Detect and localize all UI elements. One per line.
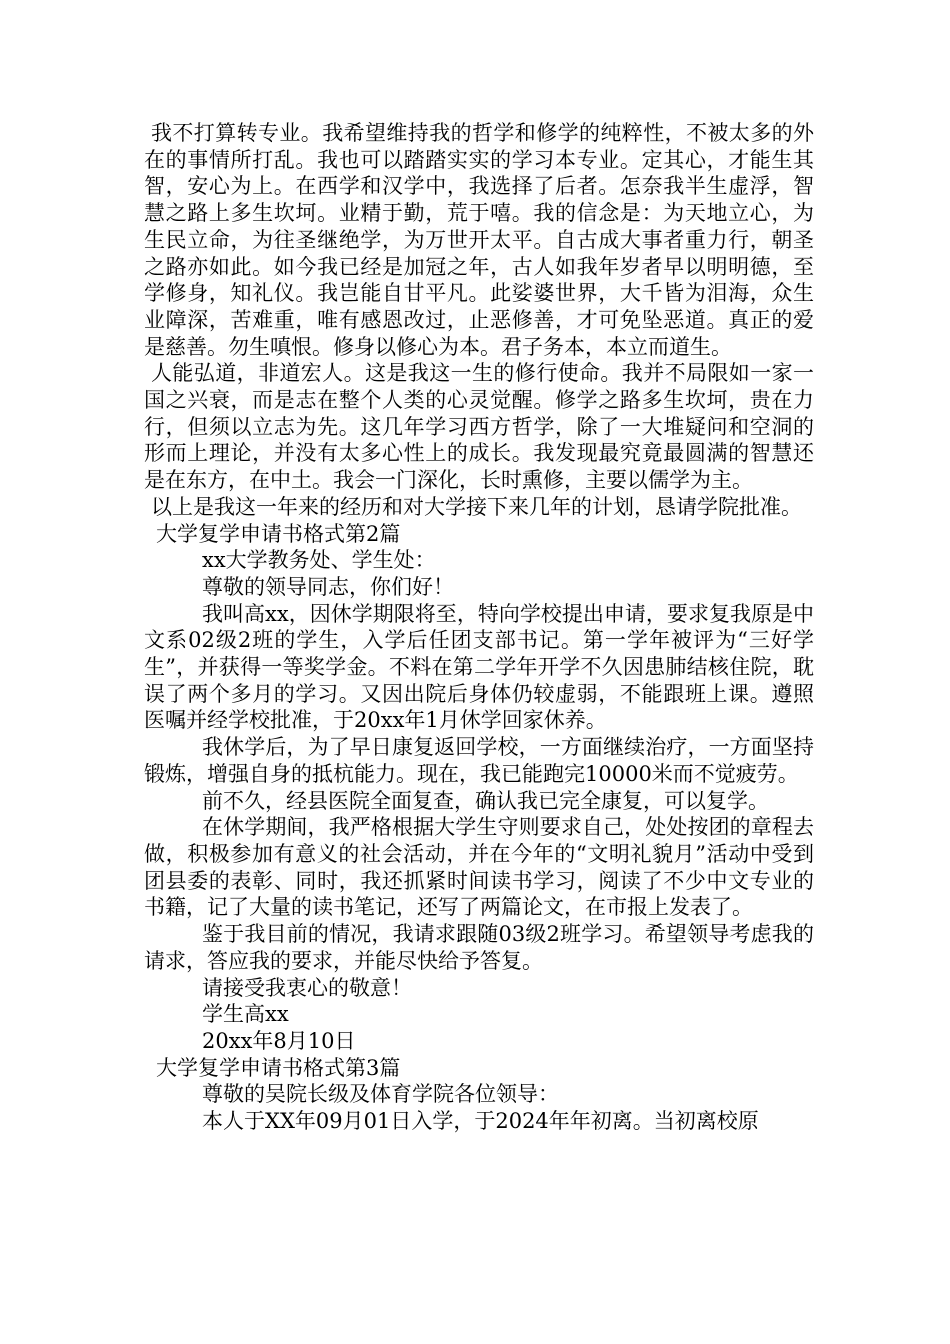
document-page bbox=[144, 120, 814, 1135]
section-heading-2: 大学复学申请书格式第2篇 bbox=[156, 521, 401, 546]
paragraph-checkup: 前不久，经县医院全面复查，确认我已完全康复，可以复学。 bbox=[202, 788, 769, 813]
addressee-line-3: 尊敬的吴院长级及体育学院各位领导： bbox=[202, 1082, 559, 1107]
greeting-line: 尊敬的领导同志，你们好！ bbox=[202, 574, 454, 599]
paragraph-enrollment: 本人于XX年09月01日入学，于2024年年初离。当初离校原 bbox=[202, 1109, 759, 1134]
addressee-line: xx大学教务处、学生处： bbox=[202, 548, 436, 573]
date-line: 20xx年8月10日 bbox=[202, 1028, 356, 1053]
section-heading-3: 大学复学申请书格式第3篇 bbox=[156, 1055, 401, 1080]
paragraph-request-closing: 以上是我这一年来的经历和对大学接下来几年的计划，恳请学院批准。 bbox=[151, 494, 802, 519]
closing-salutation: 请接受我衷心的敬意！ bbox=[202, 975, 412, 1000]
signature-line: 学生高xx bbox=[202, 1002, 289, 1027]
paragraph-philosophy-plan: 我不打算转专业。我希望维持我的哲学和修学的纯粹性，不被太多的外在的事情所打乱。我也可以踏踏实实的学习本专业。定其心，才能生其智，安心为上。在西学和汉学中，我选择了后者。怎奈我半生虚浮，智慧之路上多生坎坷。业精于勤，荒于嘻。我的信念是：为天地立心，为生民立命，为往圣继绝学，为万世开太平。自古成大事者重力行，朝圣之路亦如此。如今我已经是加冠之年，古人如我年岁者早以明明德，至学修身，知礼仪。我岂能自甘平凡。此娑婆世界，大千皆为泪海，众生业障深，苦难重，唯有感恩改过，止恶修善，才可免坠恶道。真正的爱是慈善。勿生嗔恨。修身以修心为本。君子务本，本立而道生。 bbox=[144, 121, 814, 359]
paragraph-mission: 人能弘道，非道宏人。这是我这一生的修行使命。我并不局限如一家一国之兴衰，而是志在整个人类的心灵觉醒。修学之路多生坎坷，贵在力行，但须以立志为先。这几年学习西方哲学，除了一大堆疑问和空洞的形而上理论，并没有太多心性上的成长。我发现最究竟最圆满的智慧还是在东方，在中土。我会一门深化，长时熏修，主要以儒学为主。 bbox=[144, 361, 814, 493]
paragraph-request: 鉴于我目前的情况，我请求跟随03级2班学习。希望领导考虑我的请求，答应我的要求，并能尽快给予答复。 bbox=[144, 922, 814, 973]
paragraph-activities: 在休学期间，我严格根据大学生守则要求自己，处处按团的章程去做，积极参加有意义的社会活动，并在今年的“文明礼貌月”活动中受到团县委的表彰、同时，我还抓紧时间读书学习，阅读了不少中文专业的书籍，记了大量的读书笔记，还写了两篇论文，在市报上发表了。 bbox=[144, 815, 814, 920]
paragraph-recovery: 我休学后，为了早日康复返回学校，一方面继续治疗，一方面坚持锻炼，增强自身的抵杭能力。现在，我已能跑完10000米而不觉疲劳。 bbox=[144, 735, 814, 786]
paragraph-background: 我叫高xx，因休学期限将至，特向学校提出申请，要求复我原是中文系02级2班的学生，入学后任团支部书记。第一学年被评为“三好学生”，并获得一等奖学金。不料在第二学年开学不久因患肺结核住院，耽误了两个多月的学习。又因出院后身体仍较虚弱，不能跟班上课。遵照医嘱并经学校批准，于20xx年1月休学回家休养。 bbox=[144, 601, 814, 733]
